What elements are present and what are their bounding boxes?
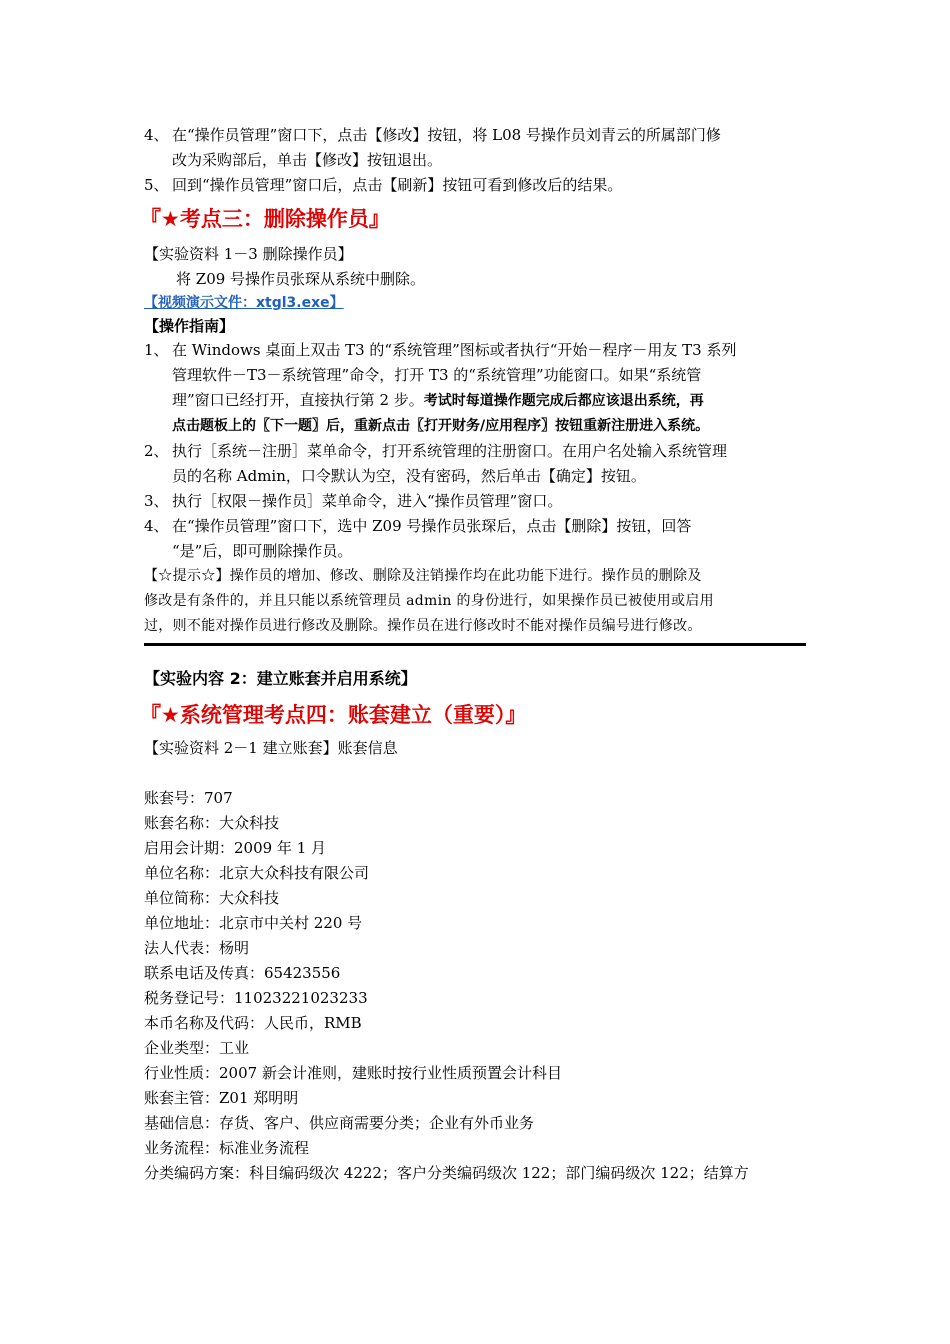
guide-step-3	[144, 489, 808, 514]
step-text: 在 Windows 桌面上双击 T3 的“系统管理”图标或者执行“开始－程序－用友 T3 系列	[172, 341, 737, 359]
step-4-edit	[144, 123, 808, 148]
account-info-item: 基础信息：存货、客户、供应商需要分类；企业有外币业务	[144, 1114, 535, 1132]
guide-step-2	[144, 439, 808, 464]
exam-note-cont: 点击题板上的〖下一题〗后，重新点击〖打开财务/应用程序〗按钮重新注册进入系统。	[172, 418, 710, 434]
step-4-edit-cont: 改为采购部后，单击【修改】按钮退出。	[172, 151, 443, 169]
guide-step-2-cont: 员的名称 Admin，口令默认为空，没有密码，然后单击【确定】按钮。	[172, 467, 646, 485]
step-5-refresh	[144, 173, 808, 198]
guide-step-4-cont: “是”后，即可删除操作员。	[172, 542, 353, 560]
tip-line: 【☆提示☆】操作员的增加、修改、删除及注销操作均在此功能下进行。操作员的删除及	[144, 568, 702, 584]
step-number: 2、	[144, 442, 169, 460]
step-text: 理”窗口已经打开，直接执行第 2 步。	[172, 391, 424, 409]
step-number: 4、	[144, 126, 169, 144]
step-text: 执行［系统－注册］菜单命令，打开系统管理的注册窗口。在用户名处输入系统管理	[172, 442, 728, 460]
account-info-item: 行业性质：2007 新会计准则，建账时按行业性质预置会计科目	[144, 1064, 562, 1082]
guide-step-1	[144, 338, 808, 363]
account-info-item: 法人代表：杨明	[144, 939, 250, 957]
account-info-item: 分类编码方案：科目编码级次 4222；客户分类编码级次 122；部门编码级次 122；结算方	[144, 1164, 749, 1182]
guide-step-4	[144, 514, 808, 539]
guide-step-1-cont	[144, 388, 808, 414]
step-text: 在“操作员管理”窗口下，选中 Z09 号操作员张琛后，点击【删除】按钮，回答	[172, 517, 692, 535]
divider	[144, 643, 806, 646]
guide-label: 【操作指南】	[144, 317, 235, 335]
document-page	[140, 123, 808, 1186]
step-number: 4、	[144, 517, 169, 535]
step-text: 执行［权限－操作员］菜单命令，进入“操作员管理”窗口。	[172, 492, 563, 510]
account-info-item: 业务流程：标准业务流程	[144, 1139, 310, 1157]
account-info-item: 账套名称：大众科技	[144, 814, 280, 832]
content-2-heading: 【实验内容 2：建立账套并启用系统】	[144, 669, 417, 688]
step-number: 3、	[144, 492, 169, 510]
step-text: 在“操作员管理”窗口下，点击【修改】按钮，将 L08 号操作员刘青云的所属部门修	[172, 126, 721, 144]
material-label: 【实验资料 1－3 删除操作员】	[144, 245, 353, 263]
account-info-item: 单位名称：北京大众科技有限公司	[144, 864, 370, 882]
guide-step-1-cont: 管理软件－T3－系统管理”命令，打开 T3 的“系统管理”功能窗口。如果“系统管	[172, 366, 702, 384]
exam-note: 考试时每道操作题完成后都应该退出系统，再	[423, 393, 704, 409]
heading-point-four: 『★系统管理考点四：账套建立（重要）』	[140, 703, 527, 727]
spacer	[144, 761, 808, 786]
material-2-1-label: 【实验资料 2－1 建立账套】账套信息	[144, 739, 398, 757]
account-info-item: 联系电话及传真：65423556	[144, 964, 341, 982]
material-text: 将 Z09 号操作员张琛从系统中删除。	[176, 270, 426, 288]
step-number: 5、	[144, 176, 169, 194]
video-link[interactable]: 【视频演示文件：xtgl3.exe】	[144, 295, 344, 311]
tip-line: 过，则不能对操作员进行修改及删除。操作员在进行修改时不能对操作员编号进行修改。	[144, 618, 702, 634]
step-text: 回到“操作员管理”窗口后，点击【刷新】按钮可看到修改后的结果。	[172, 176, 623, 194]
tip-line: 修改是有条件的，并且只能以系统管理员 admin 的身份进行，如果操作员已被使用或启用	[144, 593, 714, 609]
account-info-item: 企业类型：工业	[144, 1039, 250, 1057]
account-info-item: 账套主管：Z01 郑明明	[144, 1089, 299, 1107]
account-info-list	[144, 786, 808, 1186]
heading-point-three: 『★考点三：删除操作员』	[140, 207, 390, 231]
account-info-item: 启用会计期：2009 年 1 月	[144, 839, 327, 857]
account-info-item: 本币名称及代码：人民币，RMB	[144, 1014, 362, 1032]
account-info-item: 单位简称：大众科技	[144, 889, 280, 907]
account-info-item: 单位地址：北京市中关村 220 号	[144, 914, 363, 932]
account-info-item: 税务登记号：11023221023233	[144, 989, 368, 1007]
step-number: 1、	[144, 341, 169, 359]
account-info-item: 账套号：707	[144, 789, 233, 807]
